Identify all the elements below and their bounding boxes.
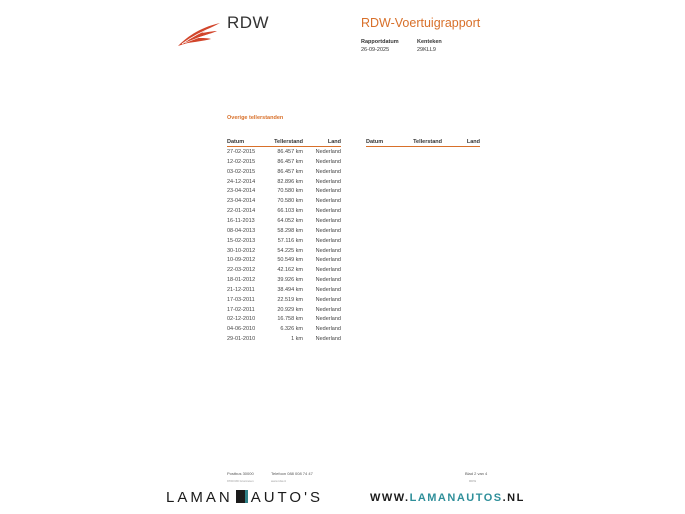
cell-tellerstand: 20.929 km: [277, 306, 303, 313]
table-header-right: [366, 139, 480, 147]
rapportdatum-block: [361, 39, 399, 53]
footer-website: www.rdw.nl: [271, 479, 287, 482]
cell-land: Nederland: [315, 158, 341, 165]
cell-land: Nederland: [315, 326, 341, 333]
rdw-logo-icon: [176, 20, 222, 48]
cell-datum: 10-09-2012: [227, 257, 256, 264]
table-row: [227, 248, 341, 258]
table-row: [227, 149, 341, 159]
dealer-name-b: AUTO'S: [250, 489, 323, 506]
table-row: [227, 316, 341, 326]
cell-land: Nederland: [315, 257, 341, 264]
dealer-logo: [166, 489, 323, 506]
cell-datum: 29-01-2010: [227, 336, 256, 343]
table-row: [227, 277, 341, 287]
site-suffix: .NL: [502, 492, 525, 504]
table-row: [227, 238, 341, 248]
cell-datum: 17-02-2011: [227, 306, 255, 313]
table-header-left: [227, 139, 341, 147]
footer-address: 9700 RD Groningen: [227, 479, 254, 482]
cell-datum: 30-10-2012: [227, 247, 256, 254]
cell-tellerstand: 86.457 km: [277, 168, 303, 175]
footer-rdw: RDW: [469, 479, 477, 482]
cell-land: Nederland: [315, 286, 341, 293]
cell-land: Nederland: [315, 277, 341, 284]
footer-page: Blad 2 van 4: [465, 471, 488, 476]
cell-datum: 22-03-2012: [227, 267, 256, 274]
cell-land: Nederland: [315, 217, 341, 224]
cell-tellerstand: 1 km: [291, 336, 303, 343]
table-row: [227, 188, 341, 198]
cell-datum: 02-12-2010: [227, 316, 256, 323]
cell-land: Nederland: [315, 247, 341, 254]
cell-datum: 21-12-2011: [227, 286, 255, 293]
cell-tellerstand: 42.162 km: [277, 267, 303, 274]
table-row: [227, 169, 341, 179]
cell-datum: 16-11-2013: [227, 217, 255, 224]
dealer-name-a: LAMAN: [166, 489, 233, 506]
cell-tellerstand: 50.549 km: [277, 257, 303, 264]
cell-tellerstand: 54.225 km: [277, 247, 303, 254]
cell-tellerstand: 16.758 km: [277, 316, 303, 323]
cell-datum: 04-06-2010: [227, 326, 256, 333]
cell-datum: 17-03-2011: [227, 296, 255, 303]
cell-tellerstand: 38.494 km: [277, 286, 303, 293]
section-title: Overige tellerstanden: [227, 115, 284, 121]
cell-land: Nederland: [315, 316, 341, 323]
cell-datum: 03-02-2015: [227, 168, 256, 175]
cell-datum: 12-02-2015: [227, 158, 256, 165]
cell-land: Nederland: [315, 188, 341, 195]
table-row: [227, 297, 341, 307]
table-row: [227, 336, 341, 346]
col-tellerstand: Tellerstand: [274, 139, 303, 145]
cell-datum: 08-04-2013: [227, 227, 256, 234]
footer-telefoon: Telefoon 088 008 74 47: [271, 471, 313, 476]
col-land: Land: [466, 139, 480, 145]
cell-land: Nederland: [315, 227, 341, 234]
table-row: [227, 326, 341, 336]
cell-tellerstand: 70.580 km: [277, 198, 303, 205]
cell-land: Nederland: [315, 306, 341, 313]
cell-datum: 22-01-2014: [227, 208, 256, 215]
col-tellerstand: Tellerstand: [413, 139, 442, 145]
footer-postbus: Postbus 30000: [227, 471, 254, 476]
table-row: [227, 218, 341, 228]
cell-land: Nederland: [315, 267, 341, 274]
cell-land: Nederland: [315, 336, 341, 343]
table-row: [227, 228, 341, 238]
cell-tellerstand: 66.103 km: [277, 208, 303, 215]
cell-land: Nederland: [315, 198, 341, 205]
org-name: RDW: [227, 13, 270, 32]
table-row: [227, 198, 341, 208]
table-row: [227, 179, 341, 189]
table-row: [227, 208, 341, 218]
cell-datum: 23-04-2014: [227, 198, 256, 205]
cell-tellerstand: 86.457 km: [277, 158, 303, 165]
cell-tellerstand: 70.580 km: [277, 188, 303, 195]
rapportdatum-label: Rapportdatum: [361, 39, 399, 45]
col-datum: Datum: [227, 139, 245, 145]
cell-land: Nederland: [315, 149, 341, 155]
table-row: [227, 159, 341, 169]
cell-land: Nederland: [315, 296, 341, 303]
site-prefix: WWW.: [370, 492, 410, 504]
cell-tellerstand: 86.457 km: [277, 149, 303, 155]
dealer-website[interactable]: [370, 492, 525, 504]
cell-tellerstand: 82.896 km: [277, 178, 303, 185]
cell-tellerstand: 58.298 km: [277, 227, 303, 234]
kenteken-label: Kenteken: [417, 39, 442, 45]
cell-datum: 27-02-2015: [227, 149, 256, 155]
cell-tellerstand: 6.326 km: [280, 326, 303, 333]
cell-tellerstand: 64.052 km: [277, 217, 303, 224]
kenteken-block: [417, 39, 442, 53]
table-row: [227, 267, 341, 277]
cell-land: Nederland: [315, 168, 341, 175]
dealer-logo-icon: [236, 490, 248, 503]
cell-land: Nederland: [315, 208, 341, 215]
site-domain: LAMANAUTOS: [409, 492, 503, 504]
report-title: RDW-Voertuigrapport: [361, 16, 481, 30]
cell-land: Nederland: [315, 178, 341, 185]
cell-datum: 18-01-2012: [227, 277, 256, 284]
col-land: Land: [327, 139, 341, 145]
cell-land: Nederland: [315, 237, 341, 244]
table-row: [227, 287, 341, 297]
cell-tellerstand: 39.926 km: [277, 277, 303, 284]
rapportdatum-value: 26-09-2025: [361, 47, 390, 53]
cell-datum: 23-04-2014: [227, 188, 256, 195]
kenteken-value: 29KLL9: [417, 47, 436, 53]
table-row: [227, 257, 341, 267]
col-datum: Datum: [366, 139, 384, 145]
cell-datum: 15-02-2013: [227, 237, 256, 244]
table-row: [227, 307, 341, 317]
cell-tellerstand: 22.519 km: [277, 296, 303, 303]
cell-datum: 24-12-2014: [227, 178, 256, 185]
cell-tellerstand: 57.116 km: [277, 237, 303, 244]
